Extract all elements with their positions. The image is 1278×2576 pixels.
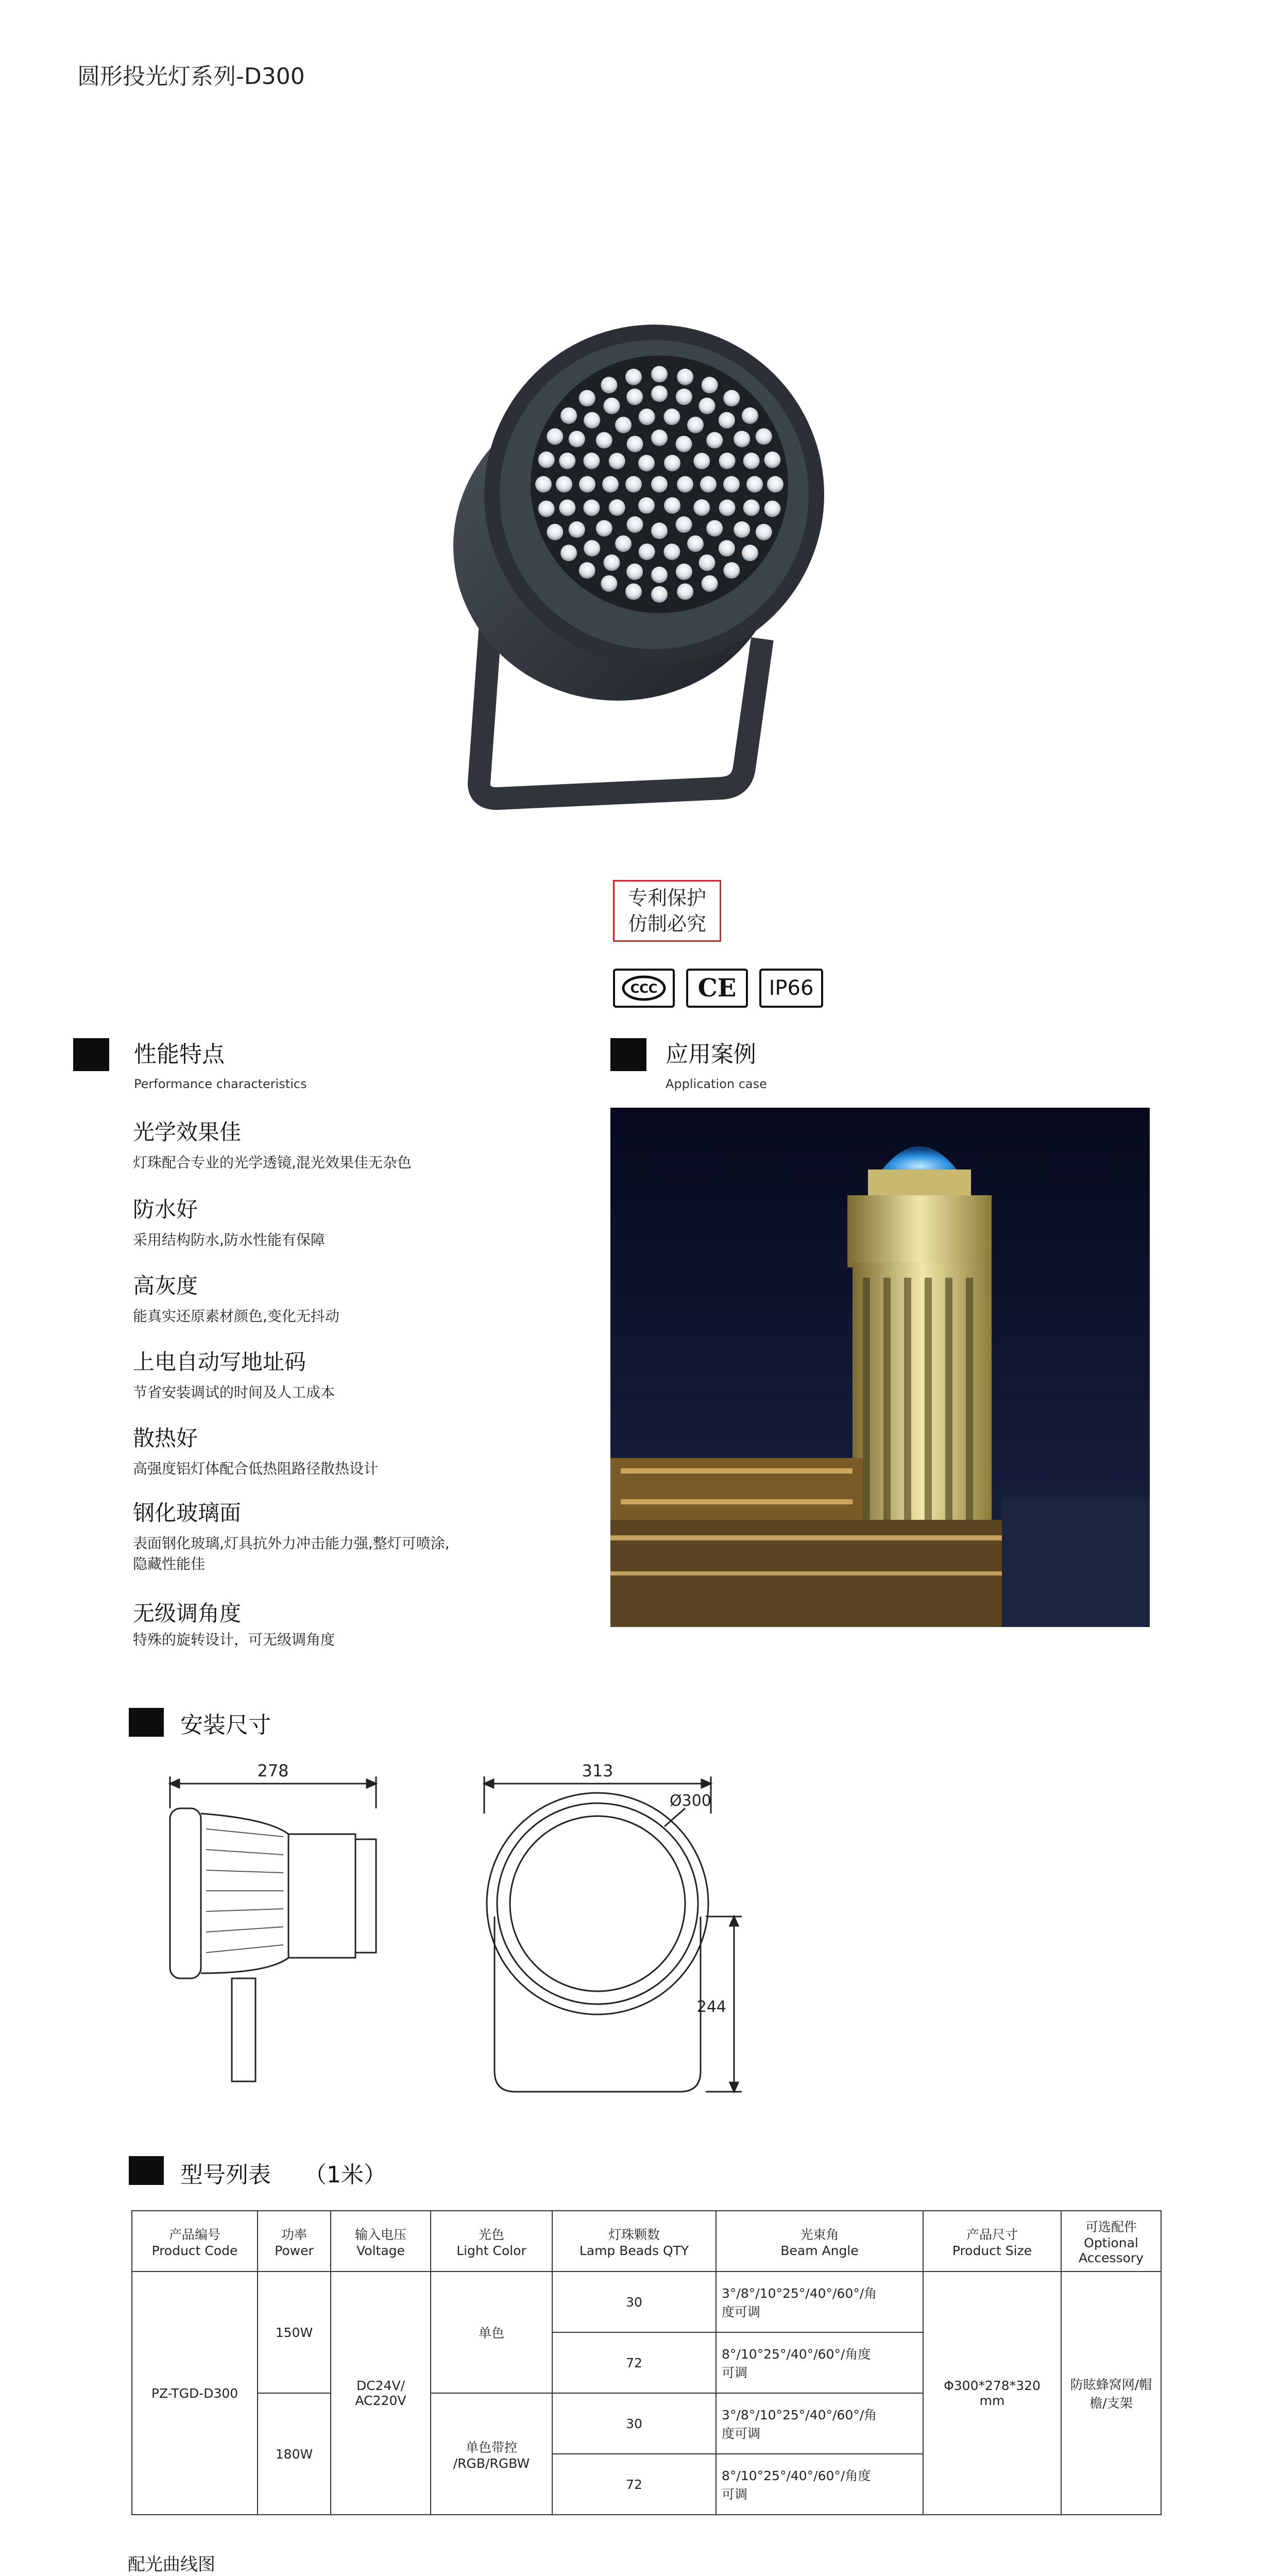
led-bead (627, 436, 643, 452)
led-bead (700, 476, 717, 493)
certification-row (613, 969, 823, 1008)
feature-title: 防水好 (133, 1197, 198, 1222)
led-bead (596, 432, 612, 449)
led-bead (651, 366, 668, 382)
svg-text:CCC: CCC (630, 981, 658, 996)
ip66-icon: IP66 (759, 969, 823, 1008)
led-bead (560, 545, 577, 561)
led-bead (677, 583, 693, 600)
svg-text:313: 313 (582, 1762, 614, 1781)
led-bead (538, 501, 555, 517)
feature-desc: 表面钢化玻璃,灯具抗外力冲击能力强,整灯可喷涂, (133, 1535, 450, 1552)
led-bead (583, 453, 600, 469)
patent-line-2: 仿制必究 (627, 912, 706, 935)
led-bead (579, 562, 595, 579)
product-code: PZ-TGD-D300 (132, 2272, 258, 2515)
beam-cell: 8°/10°25°/40°/60°/角度 可调 (716, 2332, 923, 2393)
application-subtitle: Application case (666, 1077, 767, 1091)
led-bead (626, 388, 643, 405)
led-bead (702, 377, 718, 393)
feature-desc: 特殊的旋转设计，可无级调角度 (133, 1631, 335, 1648)
led-bead (579, 390, 595, 406)
section-square-icon (73, 1038, 109, 1071)
led-bead (547, 524, 563, 540)
led-bead (547, 428, 563, 445)
led-bead (625, 476, 642, 493)
led-bead (584, 540, 600, 556)
led-bead (601, 575, 617, 592)
section-square-icon (129, 1708, 164, 1737)
led-bead (699, 554, 715, 571)
led-bead (743, 453, 760, 469)
led-bead (706, 520, 723, 536)
led-bead (602, 476, 619, 493)
table-row (132, 2272, 1161, 2332)
led-bead (676, 516, 692, 533)
led-bead (638, 497, 655, 514)
led-bead (639, 544, 655, 560)
led-bead (742, 408, 758, 424)
feature-item (133, 1193, 597, 1269)
svg-text:244: 244 (696, 1998, 726, 2016)
led-bead (746, 476, 763, 493)
feature-desc: 灯珠配合专业的光学透镜,混光效果佳无杂色 (133, 1154, 412, 1171)
qty-cell: 72 (552, 2454, 716, 2515)
models-title: 型号列表 (180, 2162, 271, 2188)
led-bead (651, 586, 668, 603)
led-bead (596, 520, 612, 536)
beam-cell: 3°/8°/10°25°/40°/60°/角 度可调 (716, 2393, 923, 2454)
page-title: 圆形投光灯系列-D300 (77, 63, 305, 90)
led-bead (734, 431, 750, 447)
table-header: 功率 Power (258, 2211, 331, 2272)
led-bead (609, 499, 625, 516)
led-bead (579, 476, 595, 493)
table-header: 输入电压 Voltage (331, 2211, 431, 2272)
led-bead (625, 369, 642, 385)
led-bead (676, 388, 692, 405)
led-bead (734, 521, 750, 538)
led-bead (559, 499, 575, 516)
feature-title: 高灰度 (133, 1273, 198, 1298)
led-bead (538, 451, 555, 468)
led-bead (601, 377, 617, 393)
color-cell: 单色带控 /RGB/RGBW (431, 2393, 552, 2515)
led-bead (676, 564, 692, 580)
led-bead (702, 575, 718, 592)
led-bead (556, 476, 572, 493)
color-cell: 单色 (431, 2272, 552, 2393)
feature-desc: 采用结构防水,防水性能有保障 (133, 1231, 325, 1248)
led-bead (651, 385, 668, 402)
beam-cell: 3°/8°/10°25°/40°/60°/角 度可调 (716, 2272, 923, 2332)
led-bead (723, 476, 740, 493)
performance-subtitle: Performance characteristics (134, 1077, 307, 1091)
led-bead (583, 499, 600, 516)
product-image (433, 278, 876, 835)
led-bead (535, 476, 552, 493)
feature-title: 钢化玻璃面 (133, 1500, 242, 1526)
led-bead (626, 564, 643, 580)
led-bead (676, 436, 692, 452)
qty-cell: 30 (552, 2272, 716, 2332)
led-bead (764, 501, 780, 517)
model-table (131, 2210, 1162, 2515)
led-bead (560, 408, 577, 424)
section-square-icon (129, 2156, 164, 2185)
table-header: 产品编号 Product Code (132, 2211, 258, 2272)
led-bead (699, 398, 715, 414)
qty-cell: 72 (552, 2332, 716, 2393)
feature-desc: 高强度铝灯体配合低热阻路径散热设计 (133, 1460, 379, 1477)
table-header: 光色 Light Color (431, 2211, 552, 2272)
led-bead (664, 497, 680, 514)
table-header: 产品尺寸 Product Size (923, 2211, 1061, 2272)
curves-title: 配光曲线图 (128, 2554, 215, 2575)
beam-cell: 8°/10°25°/40°/60°/角度 可调 (716, 2454, 923, 2515)
application-title: 应用案例 (666, 1041, 756, 1067)
patent-line-1: 专利保护 (627, 887, 706, 909)
led-bead (569, 521, 585, 538)
led-bead (719, 499, 736, 516)
feature-title: 无级调角度 (133, 1601, 242, 1626)
patent-notice (613, 880, 721, 942)
led-bead (719, 540, 735, 556)
led-bead (604, 398, 620, 414)
led-bead (627, 516, 643, 533)
feature-item (133, 1496, 597, 1597)
led-bead (663, 544, 680, 560)
feature-list (133, 1115, 597, 1658)
section-square-icon (610, 1038, 646, 1071)
led-bead (584, 412, 600, 429)
led-bead (677, 369, 693, 385)
performance-title: 性能特点 (134, 1041, 225, 1067)
power-cell: 150W (258, 2272, 331, 2393)
feature-item (133, 1597, 597, 1658)
led-bead (723, 390, 740, 406)
feature-title: 上电自动写地址码 (133, 1349, 306, 1375)
feature-title: 光学效果佳 (133, 1120, 242, 1145)
led-bead (638, 455, 655, 471)
led-bead (625, 583, 642, 600)
led-bead (639, 409, 655, 425)
led-bead (569, 431, 585, 447)
led-bead (743, 499, 760, 516)
led-bead (609, 453, 625, 469)
led-bead (756, 524, 772, 540)
led-bead (693, 453, 710, 469)
led-bead (615, 535, 632, 552)
ccc-icon (613, 969, 675, 1008)
models-note: （1米） (304, 2162, 386, 2188)
led-bead (559, 453, 575, 469)
led-bead (651, 430, 668, 446)
voltage-cell: DC24V/ AC220V (331, 2272, 431, 2515)
led-bead (706, 432, 723, 449)
feature-item (133, 1269, 597, 1345)
ce-icon: CE (686, 969, 748, 1008)
accessory-cell: 防眩蜂窝网/帽檐/支架 (1061, 2272, 1161, 2515)
led-bead (687, 535, 704, 552)
install-title: 安装尺寸 (180, 1712, 271, 1738)
led-bead (719, 453, 736, 469)
table-header-row (132, 2211, 1161, 2272)
led-bead (664, 455, 680, 471)
table-header: 光束角 Beam Angle (716, 2211, 923, 2272)
table-header: 灯珠颗数 Lamp Beads QTY (552, 2211, 716, 2272)
led-bead (687, 417, 704, 433)
feature-item (133, 1115, 597, 1193)
led-bead (677, 476, 693, 493)
feature-desc-line2: 隐藏性能佳 (133, 1555, 206, 1572)
table-header: 可选配件 Optional Accessory (1061, 2211, 1161, 2272)
led-bead (693, 499, 710, 516)
size-cell: Φ300*278*320 mm (923, 2272, 1061, 2515)
led-bead (767, 476, 783, 493)
led-bead (615, 417, 632, 433)
led-bead (651, 522, 668, 539)
application-case-photo (610, 1108, 1150, 1627)
power-cell: 180W (258, 2393, 331, 2515)
svg-text:278: 278 (257, 1762, 289, 1781)
feature-desc: 节省安装调试的时间及人工成本 (133, 1384, 335, 1401)
qty-cell: 30 (552, 2393, 716, 2454)
feature-desc: 能真实还原素材颜色,变化无抖动 (133, 1308, 339, 1325)
svg-text:Ø300: Ø300 (670, 1792, 711, 1810)
led-bead (719, 412, 735, 429)
led-bead (663, 409, 680, 425)
led-bead (742, 545, 758, 561)
feature-title: 散热好 (133, 1426, 198, 1451)
led-bead (723, 562, 740, 579)
install-dimension-drawing (155, 1762, 773, 2123)
led-bead (651, 567, 668, 583)
led-bead (651, 476, 668, 493)
feature-item (133, 1421, 597, 1496)
led-bead (764, 451, 780, 468)
feature-item (133, 1345, 597, 1421)
led-bead (756, 428, 772, 445)
led-bead (604, 554, 620, 571)
